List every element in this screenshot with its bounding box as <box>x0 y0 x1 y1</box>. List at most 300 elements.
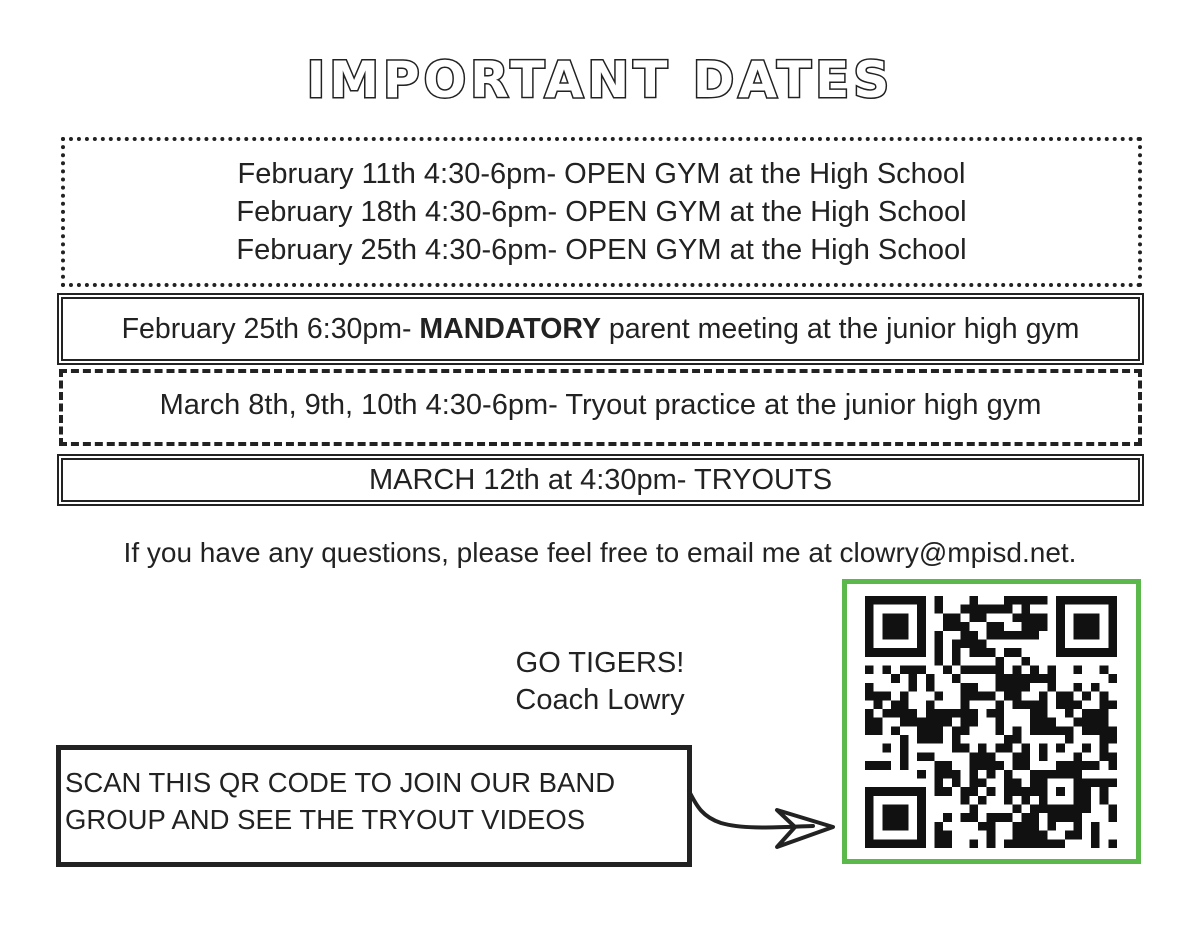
qr-module <box>900 813 909 822</box>
qr-module <box>1100 735 1109 744</box>
qr-module <box>1004 778 1013 787</box>
qr-module <box>935 657 944 666</box>
qr-module <box>917 605 926 614</box>
qr-module <box>1082 631 1091 640</box>
qr-module <box>1039 613 1048 622</box>
qr-module <box>952 622 961 631</box>
open-gym-date-3: February 25th 4:30-6pm- OPEN GYM at the High School <box>236 234 967 266</box>
contact-line: If you have any questions, please feel free to email me at clowry@mpisd.net. <box>123 537 1077 568</box>
qr-module <box>987 709 996 718</box>
qr-module <box>1100 752 1109 761</box>
qr-module <box>952 770 961 779</box>
coach-name-text: Coach Lowry <box>515 684 685 716</box>
qr-module <box>917 718 926 727</box>
qr-module <box>1039 831 1048 840</box>
qr-module <box>1004 674 1013 683</box>
qr-module <box>978 605 987 614</box>
qr-module <box>1056 761 1065 770</box>
qr-module <box>978 666 987 675</box>
qr-module <box>1013 752 1022 761</box>
qr-module <box>917 752 926 761</box>
qr-module <box>961 744 970 753</box>
qr-code-frame <box>842 579 1141 864</box>
qr-module <box>908 709 917 718</box>
tryout-practice-text: March 8th, 9th, 10th 4:30-6pm- Tryout practice at the junior high gym <box>159 389 1042 421</box>
parent-meeting-box <box>57 293 1144 365</box>
qr-module <box>987 822 996 831</box>
qr-module <box>874 692 883 701</box>
qr-module <box>1047 813 1056 822</box>
qr-module <box>865 648 874 657</box>
qr-module <box>1004 770 1013 779</box>
qr-module <box>882 744 891 753</box>
qr-module <box>1082 692 1091 701</box>
qr-module <box>1021 674 1030 683</box>
qr-module <box>917 839 926 848</box>
qr-module <box>952 657 961 666</box>
qr-module <box>1004 648 1013 657</box>
scan-instruction-box <box>56 745 692 867</box>
qr-module <box>900 709 909 718</box>
qr-module <box>1021 761 1030 770</box>
qr-module <box>978 778 987 787</box>
qr-module <box>1074 718 1083 727</box>
qr-module <box>1074 831 1083 840</box>
qr-module <box>935 761 944 770</box>
qr-module <box>1091 839 1100 848</box>
qr-module <box>1039 839 1048 848</box>
qr-module <box>874 761 883 770</box>
qr-module <box>1074 631 1083 640</box>
qr-module <box>891 787 900 796</box>
qr-module <box>935 639 944 648</box>
qr-module <box>1030 726 1039 735</box>
qr-module <box>1074 700 1083 709</box>
qr-module <box>952 639 961 648</box>
qr-module <box>865 622 874 631</box>
qr-module <box>1056 813 1065 822</box>
qr-module <box>1056 648 1065 657</box>
qr-module <box>882 805 891 814</box>
qr-module <box>1082 709 1091 718</box>
qr-module <box>900 787 909 796</box>
qr-module <box>1039 744 1048 753</box>
qr-module <box>1013 613 1022 622</box>
qr-module <box>1030 596 1039 605</box>
qr-module <box>1047 805 1056 814</box>
qr-module <box>1056 639 1065 648</box>
qr-module <box>1047 666 1056 675</box>
qr-module <box>1030 666 1039 675</box>
qr-module <box>995 605 1004 614</box>
qr-module <box>1074 622 1083 631</box>
qr-module <box>1091 709 1100 718</box>
qr-module <box>1100 726 1109 735</box>
qr-module <box>900 744 909 753</box>
meeting-date-text: February 25th 6:30pm- <box>121 313 420 345</box>
qr-module <box>882 822 891 831</box>
qr-module <box>943 770 952 779</box>
qr-module <box>1039 752 1048 761</box>
qr-module <box>900 622 909 631</box>
qr-module <box>961 709 970 718</box>
qr-module <box>900 666 909 675</box>
qr-module <box>1082 805 1091 814</box>
qr-module <box>1013 700 1022 709</box>
qr-module <box>961 718 970 727</box>
qr-module <box>1013 778 1022 787</box>
qr-code-icon[interactable] <box>862 596 1120 848</box>
qr-module <box>1030 622 1039 631</box>
qr-module <box>874 648 883 657</box>
qr-module <box>1056 839 1065 848</box>
qr-module <box>908 674 917 683</box>
qr-module <box>900 648 909 657</box>
qr-module <box>1013 822 1022 831</box>
qr-module <box>1030 778 1039 787</box>
qr-module <box>987 770 996 779</box>
qr-module <box>1091 778 1100 787</box>
qr-module <box>1056 622 1065 631</box>
qr-module <box>865 813 874 822</box>
qr-module <box>952 778 961 787</box>
qr-module <box>978 752 987 761</box>
qr-module <box>865 692 874 701</box>
qr-module <box>1065 735 1074 744</box>
qr-module <box>943 813 952 822</box>
qr-module <box>995 761 1004 770</box>
qr-module <box>891 648 900 657</box>
qr-module <box>978 761 987 770</box>
qr-module <box>1039 778 1048 787</box>
qr-module <box>1039 709 1048 718</box>
qr-module <box>908 839 917 848</box>
qr-module <box>1056 805 1065 814</box>
qr-module <box>1065 761 1074 770</box>
qr-module <box>952 744 961 753</box>
qr-module <box>1030 805 1039 814</box>
qr-module <box>900 613 909 622</box>
qr-module <box>1056 605 1065 614</box>
qr-module <box>969 613 978 622</box>
qr-module <box>891 596 900 605</box>
qr-module <box>969 692 978 701</box>
qr-module <box>891 805 900 814</box>
qr-module <box>1047 674 1056 683</box>
qr-module <box>865 613 874 622</box>
qr-module <box>1030 674 1039 683</box>
qr-module <box>1004 596 1013 605</box>
qr-module <box>1082 787 1091 796</box>
qr-module <box>1082 622 1091 631</box>
qr-module <box>987 831 996 840</box>
qr-module <box>882 839 891 848</box>
qr-module <box>900 692 909 701</box>
qr-module <box>969 839 978 848</box>
qr-module <box>1091 726 1100 735</box>
qr-module <box>917 822 926 831</box>
qr-module <box>1082 718 1091 727</box>
qr-module <box>1056 787 1065 796</box>
signoff <box>490 645 710 719</box>
qr-module <box>978 639 987 648</box>
qr-module <box>1065 770 1074 779</box>
tryouts-text: MARCH 12th at 4:30pm- TRYOUTS <box>368 464 833 496</box>
qr-module <box>882 709 891 718</box>
qr-module <box>1056 596 1065 605</box>
qr-module <box>926 718 935 727</box>
qr-module <box>874 700 883 709</box>
qr-module <box>935 778 944 787</box>
qr-module <box>961 631 970 640</box>
qr-module <box>1108 735 1117 744</box>
qr-module <box>900 718 909 727</box>
scan-line-1: SCAN THIS QR CODE TO JOIN OUR BAND <box>65 767 616 798</box>
qr-module <box>1065 648 1074 657</box>
qr-module <box>891 726 900 735</box>
qr-module <box>1091 831 1100 840</box>
qr-module <box>908 718 917 727</box>
qr-module <box>882 613 891 622</box>
qr-module <box>935 831 944 840</box>
qr-module <box>900 596 909 605</box>
qr-module <box>969 752 978 761</box>
qr-module <box>987 692 996 701</box>
qr-module <box>1065 805 1074 814</box>
qr-module <box>1039 692 1048 701</box>
qr-module <box>865 839 874 848</box>
qr-module <box>1056 613 1065 622</box>
qr-module <box>1108 813 1117 822</box>
qr-module <box>1065 692 1074 701</box>
qr-module <box>900 805 909 814</box>
qr-module <box>1030 709 1039 718</box>
qr-module <box>935 822 944 831</box>
open-gym-box <box>61 137 1142 287</box>
open-gym-date-1: February 11th 4:30-6pm- OPEN GYM at the High School <box>237 158 966 190</box>
qr-module <box>1108 674 1117 683</box>
qr-module <box>865 709 874 718</box>
qr-module <box>1100 778 1109 787</box>
qr-module <box>1039 596 1048 605</box>
qr-module <box>1047 822 1056 831</box>
qr-module <box>1056 744 1065 753</box>
qr-module <box>1021 813 1030 822</box>
qr-module <box>943 787 952 796</box>
qr-module <box>995 744 1004 753</box>
qr-module <box>978 822 987 831</box>
qr-module <box>995 622 1004 631</box>
qr-module <box>1100 718 1109 727</box>
qr-module <box>891 839 900 848</box>
qr-module <box>1074 778 1083 787</box>
qr-module <box>935 648 944 657</box>
qr-module <box>1082 761 1091 770</box>
qr-module <box>987 752 996 761</box>
qr-module <box>908 596 917 605</box>
qr-module <box>865 726 874 735</box>
qr-module <box>1056 631 1065 640</box>
qr-module <box>917 622 926 631</box>
open-gym-date-2: February 18th 4:30-6pm- OPEN GYM at the High School <box>236 196 967 228</box>
qr-module <box>1039 700 1048 709</box>
qr-module <box>978 613 987 622</box>
qr-module <box>865 822 874 831</box>
qr-module <box>987 622 996 631</box>
qr-module <box>926 726 935 735</box>
qr-module <box>874 839 883 848</box>
qr-module <box>1013 787 1022 796</box>
qr-module <box>1039 787 1048 796</box>
qr-module <box>1004 631 1013 640</box>
qr-module <box>1021 787 1030 796</box>
qr-module <box>900 631 909 640</box>
qr-module <box>1091 613 1100 622</box>
qr-module <box>882 692 891 701</box>
qr-module <box>935 631 944 640</box>
qr-module <box>865 683 874 692</box>
qr-module <box>1039 674 1048 683</box>
qr-module <box>1074 613 1083 622</box>
qr-module <box>865 631 874 640</box>
qr-module <box>1021 631 1030 640</box>
scan-line-2: GROUP AND SEE THE TRYOUT VIDEOS <box>65 804 586 835</box>
qr-module <box>1100 744 1109 753</box>
qr-module <box>865 666 874 675</box>
qr-module <box>1004 744 1013 753</box>
qr-module <box>961 692 970 701</box>
qr-module <box>1074 596 1083 605</box>
qr-module <box>995 700 1004 709</box>
qr-module <box>1108 700 1117 709</box>
qr-module <box>900 822 909 831</box>
qr-module <box>1074 822 1083 831</box>
qr-module <box>926 700 935 709</box>
qr-module <box>917 796 926 805</box>
qr-module <box>1021 683 1030 692</box>
qr-module <box>1091 631 1100 640</box>
qr-module <box>917 805 926 814</box>
qr-module <box>882 761 891 770</box>
qr-module <box>978 744 987 753</box>
qr-module <box>1082 726 1091 735</box>
qr-module <box>1039 805 1048 814</box>
qr-module <box>961 605 970 614</box>
qr-module <box>1030 813 1039 822</box>
tryout-practice-box <box>59 369 1142 446</box>
qr-module <box>1108 648 1117 657</box>
qr-module <box>969 639 978 648</box>
qr-module <box>908 683 917 692</box>
qr-module <box>969 605 978 614</box>
qr-module <box>1030 839 1039 848</box>
qr-module <box>935 839 944 848</box>
go-tigers-text: GO TIGERS! <box>515 647 685 679</box>
qr-module <box>969 666 978 675</box>
qr-module <box>1039 796 1048 805</box>
qr-module <box>987 605 996 614</box>
qr-module <box>987 761 996 770</box>
qr-module <box>1021 822 1030 831</box>
qr-module <box>935 596 944 605</box>
qr-module <box>961 666 970 675</box>
qr-module <box>1021 839 1030 848</box>
qr-module <box>1108 622 1117 631</box>
qr-module <box>1091 761 1100 770</box>
qr-module <box>995 674 1004 683</box>
qr-module <box>1091 683 1100 692</box>
qr-module <box>1100 700 1109 709</box>
qr-module <box>1065 813 1074 822</box>
qr-module <box>926 709 935 718</box>
qr-module <box>1065 709 1074 718</box>
qr-module <box>917 787 926 796</box>
qr-module <box>1108 752 1117 761</box>
qr-module <box>1021 596 1030 605</box>
qr-module <box>1108 596 1117 605</box>
qr-module <box>865 596 874 605</box>
qr-module <box>882 813 891 822</box>
qr-module <box>1065 831 1074 840</box>
qr-module <box>1030 613 1039 622</box>
qr-module <box>891 700 900 709</box>
qr-module <box>961 683 970 692</box>
qr-module <box>935 718 944 727</box>
qr-module <box>943 622 952 631</box>
qr-module <box>978 648 987 657</box>
qr-module <box>908 648 917 657</box>
qr-module <box>961 796 970 805</box>
qr-module <box>987 666 996 675</box>
qr-module <box>917 666 926 675</box>
meeting-description-text: parent meeting at the junior high gym <box>600 313 1080 345</box>
qr-module <box>882 787 891 796</box>
qr-module <box>1065 726 1074 735</box>
qr-module <box>865 805 874 814</box>
qr-module <box>926 683 935 692</box>
qr-module <box>1074 761 1083 770</box>
qr-module <box>969 596 978 605</box>
qr-module <box>1030 700 1039 709</box>
qr-module <box>1013 831 1022 840</box>
qr-module <box>1021 744 1030 753</box>
qr-module <box>917 639 926 648</box>
qr-module <box>1108 761 1117 770</box>
qr-module <box>987 631 996 640</box>
qr-module <box>995 657 1004 666</box>
qr-module <box>969 813 978 822</box>
qr-module <box>969 805 978 814</box>
qr-module <box>1108 639 1117 648</box>
qr-module <box>1013 761 1022 770</box>
qr-module <box>1021 613 1030 622</box>
qr-module <box>1074 683 1083 692</box>
qr-module <box>917 735 926 744</box>
qr-module <box>1004 735 1013 744</box>
qr-module <box>1021 622 1030 631</box>
qr-module <box>917 631 926 640</box>
qr-module <box>1047 770 1056 779</box>
qr-module <box>995 683 1004 692</box>
qr-module <box>943 831 952 840</box>
qr-module <box>969 770 978 779</box>
qr-module <box>917 613 926 622</box>
qr-module <box>891 622 900 631</box>
qr-module <box>1082 648 1091 657</box>
hand-drawn-arrow-icon <box>685 785 845 855</box>
qr-module <box>908 666 917 675</box>
qr-module <box>1047 839 1056 848</box>
